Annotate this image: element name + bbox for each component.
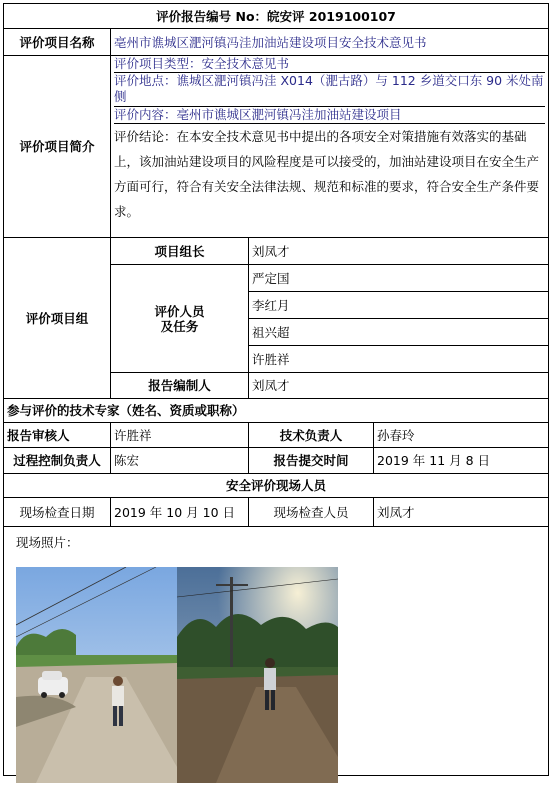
reviewer-value: 许胜祥 xyxy=(111,423,249,448)
team-leader-label: 项目组长 xyxy=(111,238,249,265)
team-member-value: 祖兴超 xyxy=(249,319,549,346)
site-inspector-label: 现场检查人员 xyxy=(249,498,374,527)
site-section-row xyxy=(4,474,549,498)
site-photos xyxy=(16,567,338,783)
project-intro-row xyxy=(4,56,549,238)
project-intro-cell xyxy=(111,56,549,238)
intro-type: 评价项目类型：安全技术意见书 xyxy=(114,56,545,73)
site-photos-area xyxy=(4,527,548,775)
submit-time-value: 2019 年 11 月 8 日 xyxy=(374,448,549,474)
form-table xyxy=(3,3,549,776)
site-date-value: 2019 年 10 月 10 日 xyxy=(111,498,249,527)
tech-lead-value: 孙春玲 xyxy=(374,423,549,448)
process-control-label: 过程控制负责人 xyxy=(4,448,111,474)
team-members-label: 评价人员 及任务 xyxy=(111,265,249,373)
tech-lead-label: 技术负责人 xyxy=(249,423,374,448)
team-member-value: 严定国 xyxy=(249,265,549,292)
experts-label: 参与评价的技术专家（姓名、资质或职称） xyxy=(4,399,549,423)
process-control-value: 陈宏 xyxy=(111,448,249,474)
report-compiler-label: 报告编制人 xyxy=(111,373,249,399)
report-number: 评价报告编号 No：皖安评 2019100107 xyxy=(4,4,549,29)
site-photo-1 xyxy=(16,567,177,783)
intro-conclusion: 评价结论：在本安全技术意见书中提出的各项安全对策措施有效落实的基础上，该加油站建设项目的风险程度是可以接受的，加油站建设项目在安全生产方面可行，符合有关安全法律法规、规范和标准的要求，符合安全生产条件要求。 xyxy=(114,129,540,219)
report-compiler-value: 刘凤才 xyxy=(249,373,549,399)
team-member-value: 许胜祥 xyxy=(249,346,549,373)
team-leader-value: 刘凤才 xyxy=(249,238,549,265)
process-row xyxy=(4,448,549,474)
intro-content: 评价内容：亳州市谯城区淝河镇冯洼加油站建设项目 xyxy=(114,107,545,124)
site-photo-2 xyxy=(177,567,338,783)
site-date-label: 现场检查日期 xyxy=(4,498,111,527)
site-photos-label: 现场照片： xyxy=(16,535,79,550)
evaluation-form xyxy=(3,3,548,796)
site-section-label: 安全评价现场人员 xyxy=(4,474,549,498)
project-name-row xyxy=(4,29,549,56)
experts-row xyxy=(4,399,549,423)
reviewer-row xyxy=(4,423,549,448)
project-name-value: 亳州市谯城区淝河镇冯洼加油站建设项目安全技术意见书 xyxy=(111,29,549,56)
report-number-row xyxy=(4,4,549,29)
intro-location: 评价地点：谯城区淝河镇冯洼 X014（淝古路）与 112 乡道交口东 90 米处南侧 xyxy=(114,73,545,107)
submit-time-label: 报告提交时间 xyxy=(249,448,374,474)
project-name-label: 评价项目名称 xyxy=(4,29,111,56)
team-leader-row xyxy=(4,238,549,265)
reviewer-label: 报告审核人 xyxy=(4,423,111,448)
team-label: 评价项目组 xyxy=(4,238,111,399)
site-photos-image xyxy=(16,567,338,783)
site-check-row xyxy=(4,498,549,527)
site-photos-row xyxy=(4,527,549,776)
site-photos-cell xyxy=(4,527,549,776)
team-member-value: 李红月 xyxy=(249,292,549,319)
site-inspector-value: 刘凤才 xyxy=(374,498,549,527)
project-intro-label: 评价项目简介 xyxy=(4,56,111,238)
